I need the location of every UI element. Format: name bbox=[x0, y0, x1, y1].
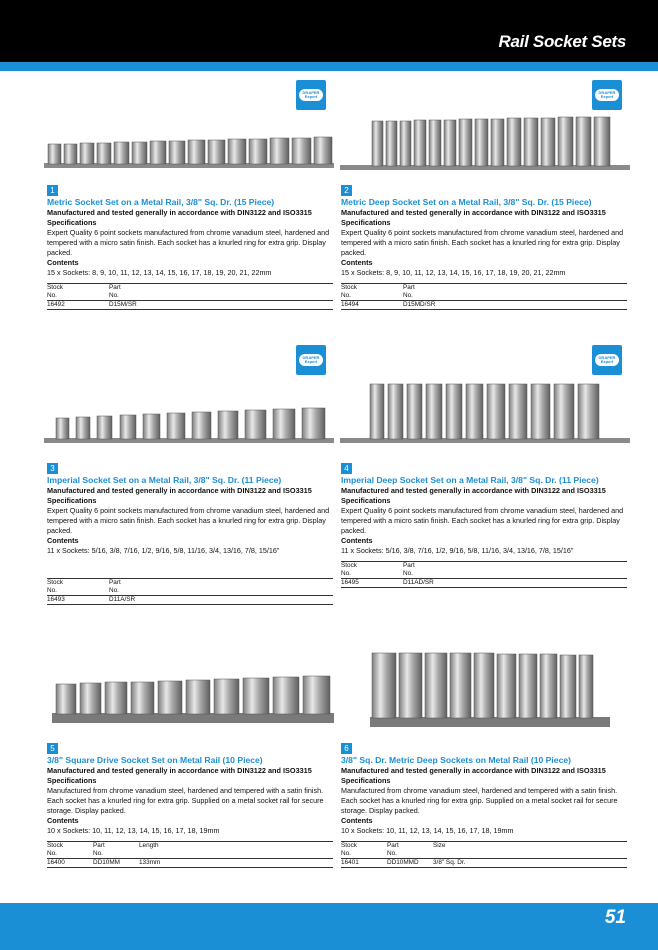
product-number-badge: 4 bbox=[341, 463, 352, 474]
product-image-imperial-socket-rail bbox=[44, 400, 334, 450]
stock-table bbox=[341, 283, 627, 310]
stock-number: 16493 bbox=[47, 596, 109, 605]
product-description: Manufactured from chrome vanadium steel, hardened and tempered with a satin finish. Each socket has a knurled ring for extra grip. Supplied on a metal socket rail for secure storage. Display packed. bbox=[47, 786, 324, 815]
part-header: Part bbox=[109, 579, 187, 588]
part-header-no: No. bbox=[403, 570, 413, 577]
stock-header: Stock bbox=[341, 842, 387, 851]
stock-table bbox=[47, 283, 333, 310]
footer-bar bbox=[0, 903, 658, 950]
contents-text: 15 x Sockets: 8, 9, 10, 11, 12, 13, 14, 15, 16, 17, 18, 19, 20, 21, 22mm bbox=[341, 268, 566, 277]
header-bar bbox=[0, 0, 658, 62]
product-spec: Manufactured and tested generally in accordance with DIN3122 and ISO3315 Specifications bbox=[341, 208, 606, 227]
product-image-metric-deep-socket-rail bbox=[340, 115, 630, 175]
product-description: Expert Quality 6 point sockets manufactured from chrome vanadium steel, hardened and tempered with a micro satin finish. Each socket has a knurled ring for extra grip. Display packed. bbox=[341, 228, 624, 257]
part-header: Part bbox=[109, 284, 187, 293]
product-title: 3/8" Square Drive Socket Set on Metal Rail (10 Piece) bbox=[47, 755, 263, 765]
product-title: Metric Socket Set on a Metal Rail, 3/8" Sq. Dr. (15 Piece) bbox=[47, 197, 275, 207]
extra-header-sub bbox=[433, 850, 627, 859]
contents-label: Contents bbox=[47, 258, 79, 267]
stock-header-no: No. bbox=[341, 570, 351, 577]
contents-label: Contents bbox=[341, 816, 373, 825]
page-number: 51 bbox=[604, 907, 626, 928]
extra-header: Size bbox=[433, 842, 627, 851]
page-title: Rail Socket Sets bbox=[498, 32, 626, 51]
product-spec: Manufactured and tested generally in accordance with DIN3122 and ISO3315 Specifications bbox=[47, 486, 312, 505]
product-number-badge: 2 bbox=[341, 185, 352, 196]
product-number-badge: 5 bbox=[47, 743, 58, 754]
part-number: D11A/SR bbox=[109, 596, 187, 605]
part-number: DD10MMD bbox=[387, 859, 433, 868]
product-title: Imperial Deep Socket Set on a Metal Rail, 3/8" Sq. Dr. (11 Piece) bbox=[341, 475, 599, 485]
contents-text: 10 x Sockets: 10, 11, 12, 13, 14, 15, 16, 17, 18, 19mm bbox=[47, 826, 220, 835]
part-number: D11AD/SR bbox=[403, 579, 481, 588]
product-description: Expert Quality 6 point sockets manufactured from chrome vanadium steel, hardened and tempered with a micro satin finish. Each socket has a knurled ring for extra grip. Display packed. bbox=[341, 506, 624, 535]
stock-header: Stock bbox=[47, 579, 109, 588]
product-image-metric-deep-socket-rail-10 bbox=[340, 645, 630, 730]
contents-text: 11 x Sockets: 5/16, 3/8, 7/16, 1/2, 9/16, 5/8, 11/16, 3/4, 13/16, 7/8, 15/16" bbox=[47, 546, 280, 555]
stock-number: 16495 bbox=[341, 579, 403, 588]
part-header-no: No. bbox=[403, 292, 413, 299]
product-spec: Manufactured and tested generally in accordance with DIN3122 and ISO3315 Specifications bbox=[341, 486, 606, 505]
product-description: Expert Quality 6 point sockets manufactured from chrome vanadium steel, hardened and tempered with a micro satin finish. Each socket has a knurled ring for extra grip. Display packed. bbox=[47, 506, 330, 535]
product-card-5 bbox=[47, 743, 331, 868]
part-header-no: No. bbox=[93, 850, 103, 857]
extra-header-sub bbox=[481, 292, 627, 301]
extra-header-sub bbox=[187, 587, 333, 596]
extra-value: 133mm bbox=[139, 859, 333, 868]
extra-header bbox=[481, 284, 627, 293]
stock-number: 16494 bbox=[341, 301, 403, 310]
stock-number: 16401 bbox=[341, 859, 387, 868]
stock-table bbox=[47, 578, 333, 605]
product-image-sq-drive-socket-rail bbox=[44, 670, 334, 730]
product-spec: Manufactured and tested generally in accordance with DIN3122 and ISO3315 Specifications bbox=[47, 208, 312, 227]
product-spec: Manufactured and tested generally in accordance with DIN3122 and ISO3315 Specifications bbox=[341, 766, 606, 785]
product-spec: Manufactured and tested generally in accordance with DIN3122 and ISO3315 Specifications bbox=[47, 766, 312, 785]
contents-label: Contents bbox=[341, 536, 373, 545]
extra-value: 3/8" Sq. Dr. bbox=[433, 859, 627, 868]
stock-number: 16492 bbox=[47, 301, 109, 310]
stock-table bbox=[341, 561, 627, 588]
stock-header: Stock bbox=[47, 842, 93, 851]
contents-text: 15 x Sockets: 8, 9, 10, 11, 12, 13, 14, 15, 16, 17, 18, 19, 20, 21, 22mm bbox=[47, 268, 272, 277]
part-header-no: No. bbox=[109, 587, 119, 594]
extra-value bbox=[481, 301, 627, 310]
stock-number: 16400 bbox=[47, 859, 93, 868]
brand-logo: DRAPER Expert bbox=[592, 80, 622, 110]
brand-logo: DRAPER Expert bbox=[296, 80, 326, 110]
stock-header-no: No. bbox=[47, 850, 57, 857]
extra-header bbox=[187, 284, 333, 293]
extra-header bbox=[481, 562, 627, 571]
part-header-no: No. bbox=[109, 292, 119, 299]
contents-label: Contents bbox=[47, 816, 79, 825]
contents-label: Contents bbox=[341, 258, 373, 267]
part-header: Part bbox=[387, 842, 433, 851]
stock-header: Stock bbox=[341, 284, 403, 293]
product-title: Imperial Socket Set on a Metal Rail, 3/8" Sq. Dr. (11 Piece) bbox=[47, 475, 282, 485]
part-header: Part bbox=[93, 842, 139, 851]
stock-header-no: No. bbox=[341, 850, 351, 857]
extra-header-sub bbox=[187, 292, 333, 301]
part-header: Part bbox=[403, 562, 481, 571]
part-number: D15M/SR bbox=[109, 301, 187, 310]
product-card-2 bbox=[341, 185, 625, 310]
product-card-1 bbox=[47, 185, 331, 310]
stock-header-no: No. bbox=[47, 587, 57, 594]
product-title: 3/8" Sq. Dr. Metric Deep Sockets on Metal Rail (10 Piece) bbox=[341, 755, 571, 765]
stock-header: Stock bbox=[47, 284, 109, 293]
stock-header: Stock bbox=[341, 562, 403, 571]
product-number-badge: 3 bbox=[47, 463, 58, 474]
product-description: Expert Quality 6 point sockets manufactured from chrome vanadium steel, hardened and tempered with a micro satin finish. Each socket has a knurled ring for extra grip. Display packed. bbox=[47, 228, 330, 257]
stock-header-no: No. bbox=[341, 292, 351, 299]
stock-header-no: No. bbox=[47, 292, 57, 299]
product-description: Manufactured from chrome vanadium steel, hardened and tempered with a satin finish. Each socket has a knurled ring for extra grip. Supplied on a metal socket rail for secure storage. Display packed. bbox=[341, 786, 618, 815]
extra-value bbox=[481, 579, 627, 588]
product-image-imperial-deep-socket-rail bbox=[340, 380, 630, 450]
extra-header: Length bbox=[139, 842, 333, 851]
stock-table bbox=[341, 841, 627, 868]
extra-header-sub bbox=[139, 850, 333, 859]
part-number: DD10MM bbox=[93, 859, 139, 868]
brand-logo: DRAPER Expert bbox=[296, 345, 326, 375]
contents-text: 10 x Sockets: 10, 11, 12, 13, 14, 15, 16, 17, 18, 19mm bbox=[341, 826, 514, 835]
stock-table bbox=[47, 841, 333, 868]
extra-value bbox=[187, 596, 333, 605]
product-image-metric-socket-rail bbox=[44, 130, 334, 175]
contents-label: Contents bbox=[47, 536, 79, 545]
contents-text: 11 x Sockets: 5/16, 3/8, 7/16, 1/2, 9/16, 5/8, 11/16, 3/4, 13/16, 7/8, 15/16" bbox=[341, 546, 574, 555]
product-card-6 bbox=[341, 743, 625, 868]
part-header-no: No. bbox=[387, 850, 397, 857]
product-card-3 bbox=[47, 463, 331, 605]
extra-header bbox=[187, 579, 333, 588]
product-number-badge: 6 bbox=[341, 743, 352, 754]
part-number: D15MD/SR bbox=[403, 301, 481, 310]
brand-logo: DRAPER Expert bbox=[592, 345, 622, 375]
product-title: Metric Deep Socket Set on a Metal Rail, 3/8" Sq. Dr. (15 Piece) bbox=[341, 197, 592, 207]
product-card-4 bbox=[341, 463, 625, 588]
extra-value bbox=[187, 301, 333, 310]
part-header: Part bbox=[403, 284, 481, 293]
header-stripe bbox=[0, 62, 658, 71]
product-number-badge: 1 bbox=[47, 185, 58, 196]
extra-header-sub bbox=[481, 570, 627, 579]
